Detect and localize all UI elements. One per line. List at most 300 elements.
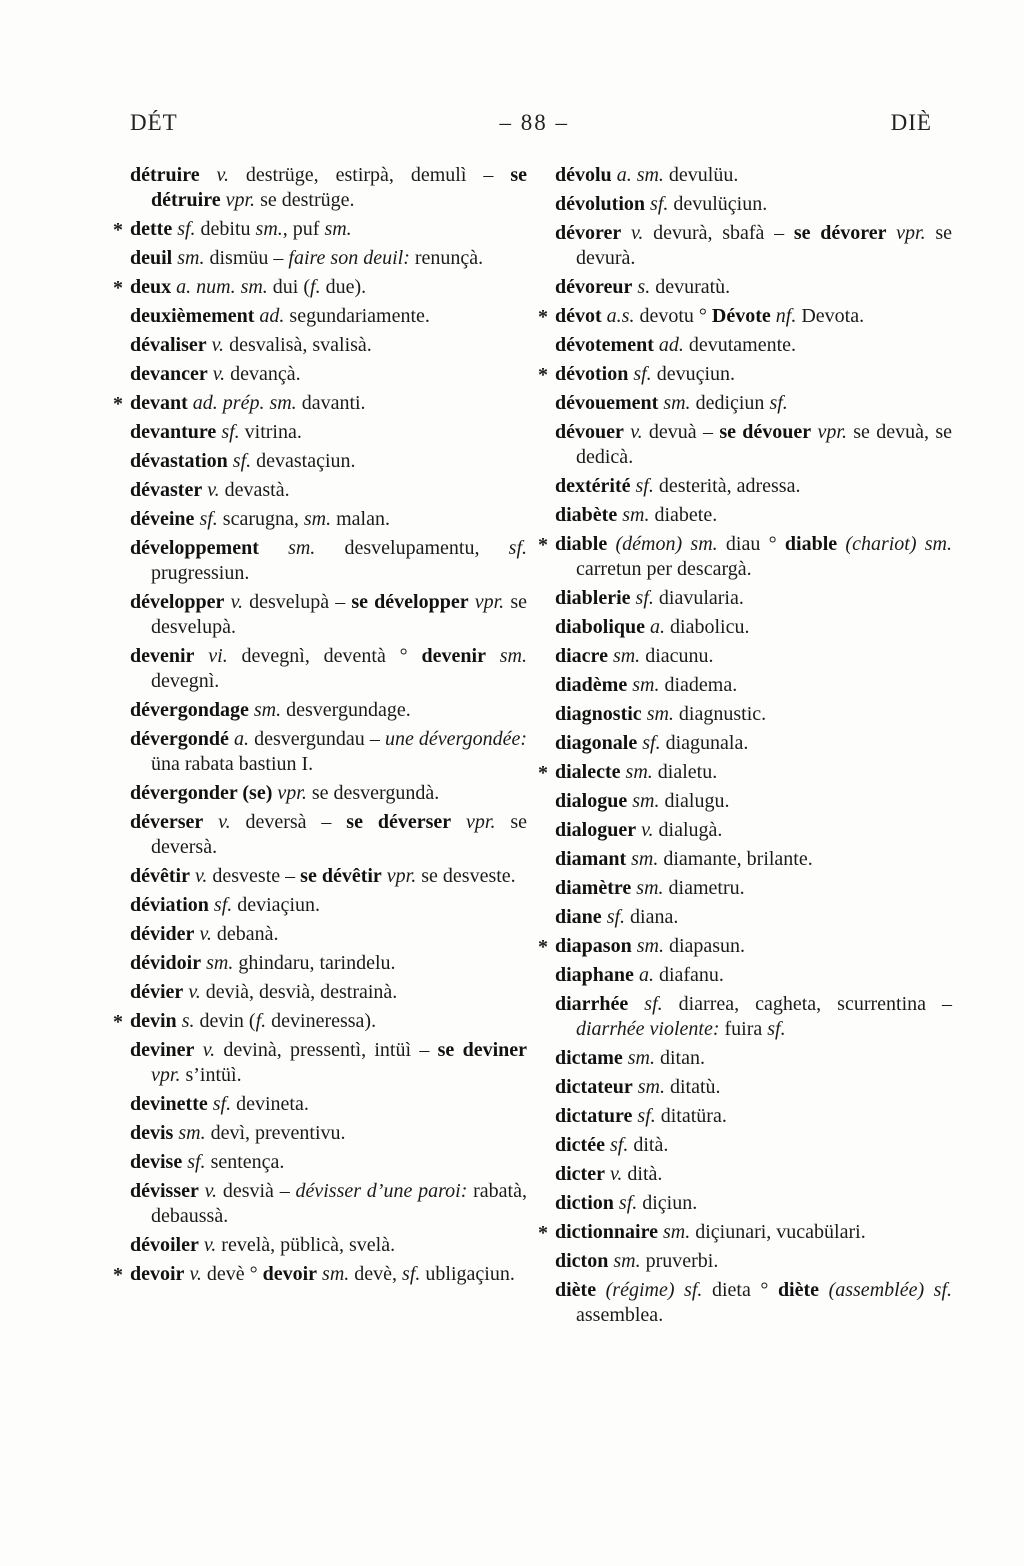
translation: diagnustic. [673,703,767,725]
headword: devoir [262,1263,318,1285]
translation: devineressa). [266,1010,377,1032]
translation: deversà – [230,811,347,833]
grammar-label: faire son deuil: [288,247,410,269]
dictionary-entry [555,1075,952,1100]
translation: dui ( [267,276,311,298]
translation: segundariamente. [284,305,430,327]
grammar-label: sm. [632,1076,665,1098]
translation: dialetu. [652,761,718,783]
translation: devuçiun. [651,363,735,385]
dictionary-entry [538,362,952,387]
translation: devin ( [194,1010,256,1032]
translation: devegnì, deventà ° [227,645,422,667]
translation: , puf [282,218,325,240]
dictionary-entry [130,922,527,947]
headword: diable [555,533,608,555]
grammar-label: sm. [324,218,352,240]
dictionary-entry [555,333,952,358]
headword: devin [130,1010,177,1032]
star-marker: * [538,364,548,386]
grammar-label: sm. [607,645,641,667]
translation: devià, desvià, destrainà. [200,981,398,1003]
translation: ditan. [655,1047,705,1069]
grammar-label: sf. [632,1105,656,1127]
dictionary-entry [555,1249,952,1274]
translation: devutamente. [683,334,797,356]
dictionary-entry [130,864,527,889]
dictionary-entry [130,644,527,694]
headword: dictionnaire [555,1221,658,1243]
dictionary-entry [130,478,527,503]
grammar-label: sf. [637,732,661,754]
translation: debanà. [211,923,279,945]
grammar-label: v. [202,479,220,501]
grammar-label: v. [189,865,208,887]
grammar-label: une dévergondée: [384,728,528,750]
dictionary-entry [538,532,952,582]
dictionary-entry [555,1104,952,1129]
grammar-label: f. [310,276,321,298]
translation: sentença. [205,1151,285,1173]
headword: dévotion [555,363,629,385]
grammar-label: diarrhée violente: [576,1018,720,1040]
grammar-label: sm. [255,218,283,240]
dictionary-entry [555,992,952,1042]
headword: dévorer [555,222,622,244]
headword: dicter [555,1163,605,1185]
translation: diafanu. [653,964,724,986]
headword: devise [130,1151,183,1173]
grammar-label: sf. [207,1093,232,1115]
headword: dévidoir [130,952,202,974]
page-header [130,110,932,136]
headword: dévoreur [555,276,633,298]
translation: vitrina. [239,421,302,443]
grammar-label: vpr. [220,189,256,211]
grammar-label: v. [206,334,225,356]
dictionary-entry [555,702,952,727]
dictionary-entry [555,391,952,416]
grammar-label: sf. [613,1192,638,1214]
translation: diarrea, cagheta, scurrentina – [662,993,952,1015]
grammar-label: (chariot) sm. [837,533,952,555]
headword: dextérité [555,475,631,497]
dictionary-entry [130,893,527,918]
grammar-label: vpr. [151,1064,181,1086]
grammar-label: dévisser d’une paroi: [295,1180,468,1202]
translation: Devota. [796,305,865,327]
grammar-label: sm. [303,508,332,530]
grammar-label: ad. [254,305,285,327]
headword: deux [130,276,172,298]
translation: s’intüì. [180,1064,242,1086]
star-marker: * [538,1222,548,1244]
translation: devineta. [231,1093,309,1115]
dictionary-entry [555,192,952,217]
translation: rabatà, debaussà. [151,1180,527,1227]
translation: carretun per descargà. [576,558,752,580]
grammar-label: sm. [258,537,316,559]
translation: dità. [622,1163,663,1185]
grammar-label: v. [194,1039,216,1061]
translation: desvalisà, svalisà. [224,334,372,356]
headword: dévergondé [130,728,229,750]
translation: devegnì. [151,670,220,692]
translation: desterità, adressa. [653,475,801,497]
translation: diabolicu. [665,616,750,638]
dictionary-entry [555,644,952,669]
grammar-label: v. [194,923,212,945]
dictionary-entry [538,934,952,959]
translation: prugressiun. [151,562,250,584]
grammar-label: sf. [630,587,654,609]
grammar-label: sf. [630,475,654,497]
dictionary-entry [555,163,952,188]
translation: se desvelupà. [151,591,527,638]
star-marker: * [538,762,548,784]
headword: diabète [555,504,618,526]
translation: ubligaçiun. [420,1263,515,1285]
star-marker: * [113,219,123,241]
headword: diamant [555,848,627,870]
grammar-label: sm. [622,1047,655,1069]
translation: diagunala. [660,732,749,754]
grammar-label: vpr. [811,421,847,443]
grammar-label: (assemblée) sf. [819,1279,952,1301]
grammar-label: v. [636,819,654,841]
translation: diapasun. [663,935,746,957]
grammar-label: vi. [194,645,228,667]
headword: diabolique [555,616,646,638]
translation: desvelupamentu, [315,537,509,559]
grammar-label: a. [228,728,249,750]
dictionary-entry [555,503,952,528]
grammar-label: sm. [620,761,653,783]
translation: devulüu. [663,164,739,186]
headword: diaphane [555,964,634,986]
translation: diadema. [659,674,738,696]
grammar-label: sm. [248,699,282,721]
grammar-label: s. [632,276,651,298]
translation: revelà, püblicà, svelà. [216,1234,396,1256]
translation: dità. [628,1134,669,1156]
translation: devuratù. [650,276,731,298]
star-marker: * [538,534,548,556]
grammar-label: sm. [626,848,659,870]
headword: diablerie [555,587,631,609]
headword: diacre [555,645,608,667]
headword: dicton [555,1250,609,1272]
grammar-label: a. num. sm. [171,276,268,298]
translation: devastaçiun. [251,450,356,472]
dictionary-entry [130,590,527,640]
headword: diction [555,1192,614,1214]
translation: devì, preventivu. [205,1122,346,1144]
translation: devè, [349,1263,403,1285]
translation: pruverbi. [640,1250,719,1272]
grammar-label: nf. [770,305,797,327]
headword: diagnostic [555,703,642,725]
grammar-label: f. [255,1010,267,1032]
translation: diamante, brilante. [658,848,813,870]
dictionary-entry [555,1046,952,1071]
dictionary-entry [113,217,527,242]
headword: deviner [130,1039,195,1061]
grammar-label: sm. [617,504,650,526]
headword: dictée [555,1134,605,1156]
dictionary-entry [538,304,952,329]
grammar-label: sf. [645,193,669,215]
translation: devè ° [201,1263,263,1285]
headword: devinette [130,1093,208,1115]
grammar-label: sm. [657,1221,691,1243]
translation: üna rabata bastiun I. [151,753,314,775]
translation: devançà. [225,363,301,385]
headword: diapason [555,935,632,957]
dictionary-entry [130,362,527,387]
column-right [538,163,952,1332]
running-head-left: DÉT [130,110,178,135]
grammar-label: sf. [769,392,788,414]
grammar-label: sm. [641,703,674,725]
dictionary-entry [130,1179,527,1229]
dictionary-entry [130,420,527,445]
headword: déverser [130,811,204,833]
grammar-label: sf. [604,1134,629,1156]
translation: dediçiun [690,392,770,414]
headword: dévoiler [130,1234,199,1256]
dictionary-entry [555,818,952,843]
translation: devastà. [219,479,290,501]
grammar-label: s. [176,1010,195,1032]
grammar-label: a. [645,616,666,638]
headword: se deviner [437,1039,528,1061]
translation: se desvergundà. [306,782,440,804]
headword: Dévote [711,305,771,327]
grammar-label: sm. [608,1250,641,1272]
headword: se détruire [151,164,527,211]
headword: dictame [555,1047,623,1069]
dictionary-entry [130,246,527,271]
dictionary-entry [130,951,527,976]
translation: deviaçiun. [232,894,320,916]
grammar-label: vpr. [468,591,505,613]
translation: dieta ° [702,1279,778,1301]
headword: se dévorer [793,222,887,244]
dictionary-entry [130,536,527,586]
dictionary-entry [555,789,952,814]
translation: dismüu – [204,247,289,269]
translation: diacunu. [640,645,714,667]
dictionary-entry [130,304,527,329]
translation: diçiunari, vucabülari. [690,1221,866,1243]
translation: desvergundau – [248,728,385,750]
grammar-label: ad. [653,334,684,356]
grammar-label: sf. [208,894,233,916]
star-marker: * [113,1264,123,1286]
translation: davanti. [296,392,366,414]
headword: dévouer [555,421,624,443]
grammar-label: sf. [767,1018,786,1040]
dictionary-entry [555,586,952,611]
dictionary-entry [555,963,952,988]
dictionary-entry [538,760,952,785]
grammar-label: ad. prép. sm. [187,392,297,414]
headword: dictateur [555,1076,633,1098]
grammar-label: v. [623,421,643,443]
headword: dévolution [555,193,646,215]
dictionary-entry [555,876,952,901]
headword: développement [130,537,259,559]
grammar-label: vpr. [886,222,926,244]
headword: dévot [555,305,602,327]
dictionary-entry [113,1009,527,1034]
dictionary-entry [555,1162,952,1187]
grammar-label: sm. [172,247,205,269]
headword: devenir [130,645,195,667]
grammar-label: v. [183,981,201,1003]
headword: dévouement [555,392,659,414]
grammar-label: sf. [628,363,652,385]
translation: se deversà. [151,811,528,858]
star-marker: * [538,936,548,958]
headword: diète [555,1279,597,1301]
grammar-label: a. sm. [611,164,664,186]
translation: renunçà. [409,247,484,269]
translation: desveste – [207,865,301,887]
dictionary-entry [555,1278,952,1328]
headword: dictature [555,1105,633,1127]
grammar-label: vpr. [381,865,417,887]
headword: diadème [555,674,628,696]
headword: dévier [130,981,184,1003]
grammar-label: vpr. [272,782,307,804]
headword: dialogue [555,790,628,812]
headword: diagonale [555,732,638,754]
translation: diau ° [717,533,785,555]
dictionary-entry [130,727,527,777]
dictionary-entry [130,1150,527,1175]
headword: détruire [130,164,200,186]
dictionary-entry [130,980,527,1005]
translation: ditatù. [665,1076,721,1098]
headword: devant [130,392,188,414]
headword: dévergondage [130,699,249,721]
grammar-label: sf. [628,993,663,1015]
grammar-label: v. [224,591,243,613]
translation: devurà, sbafà – [643,222,794,244]
grammar-label: sm. [631,935,664,957]
dictionary-entry [130,810,527,860]
grammar-label: sm. [627,790,660,812]
grammar-label: v. [198,1180,218,1202]
dictionary-entry [555,847,952,872]
dictionary-entry [130,698,527,723]
translation: desvià – [217,1180,296,1202]
grammar-label: a.s. [601,305,635,327]
translation: diametru. [663,877,745,899]
dictionary-entry [130,1233,527,1258]
translation: dialugu. [659,790,730,812]
headword: dévaster [130,479,203,501]
translation: se desveste. [416,865,516,887]
translation: destrüge, estirpà, demulì – [228,164,511,186]
grammar-label: sf. [182,1151,206,1173]
headword: dévastation [130,450,228,472]
headword: diarrhée [555,993,629,1015]
dictionary-entry [555,731,952,756]
dictionary-entry [130,449,527,474]
grammar-label: sf. [227,450,252,472]
dictionary-entry [555,905,952,930]
headword: deuxièmement [130,305,255,327]
translation: se devurà. [576,222,952,269]
dictionary-entry [555,420,952,470]
headword: se dévouer [719,421,812,443]
translation: fuira [719,1018,768,1040]
grammar-label: v. [184,1263,202,1285]
translation: due). [320,276,367,298]
grammar-label: (démon) sm. [607,533,718,555]
translation: desvelupà – [242,591,352,613]
headword: dévisser [130,1180,199,1202]
dictionary-entry [130,1092,527,1117]
grammar-label: vpr. [451,811,496,833]
grammar-label: sf. [402,1263,421,1285]
headword: diamètre [555,877,632,899]
translation: devuà – [642,421,720,443]
dictionary-entry [130,1121,527,1146]
running-head-right: DIÈ [890,110,932,135]
grammar-label: sf. [601,906,626,928]
grammar-label: (régime) sf. [596,1279,703,1301]
headword: devanture [130,421,217,443]
dictionary-entry [555,221,952,271]
dictionary-entry [113,1262,527,1287]
dictionary-entry [130,781,527,806]
headword: dévider [130,923,195,945]
dictionary-entry [555,615,952,640]
star-marker: * [113,393,123,415]
star-marker: * [113,1011,123,1033]
grammar-label: sf. [508,537,527,559]
grammar-label: a. [633,964,654,986]
page-number: – 88 – [499,110,569,135]
dictionary-entry [555,275,952,300]
translation: devulüçiun. [668,193,768,215]
grammar-label: sm. [317,1263,350,1285]
translation: se destrüge. [255,189,355,211]
translation: se devuà, se dedicà. [576,421,952,468]
translation: scarugna, [217,508,304,530]
grammar-label: sm. [201,952,234,974]
dictionary-entry [130,333,527,358]
translation: diabete. [649,504,718,526]
translation: devinà, pressentì, intüì – [215,1039,438,1061]
column-left [113,163,528,1332]
translation: malan. [331,508,390,530]
translation: debitu [195,218,256,240]
translation: diavularia. [653,587,744,609]
dictionary-entry [130,163,527,213]
headword: deuil [130,247,173,269]
grammar-label: sf. [172,218,196,240]
dictionary-entry [130,1038,527,1088]
grammar-label: v. [199,164,229,186]
dictionary-entry [113,391,527,416]
grammar-label: sm. [658,392,691,414]
grammar-label: v. [207,363,226,385]
